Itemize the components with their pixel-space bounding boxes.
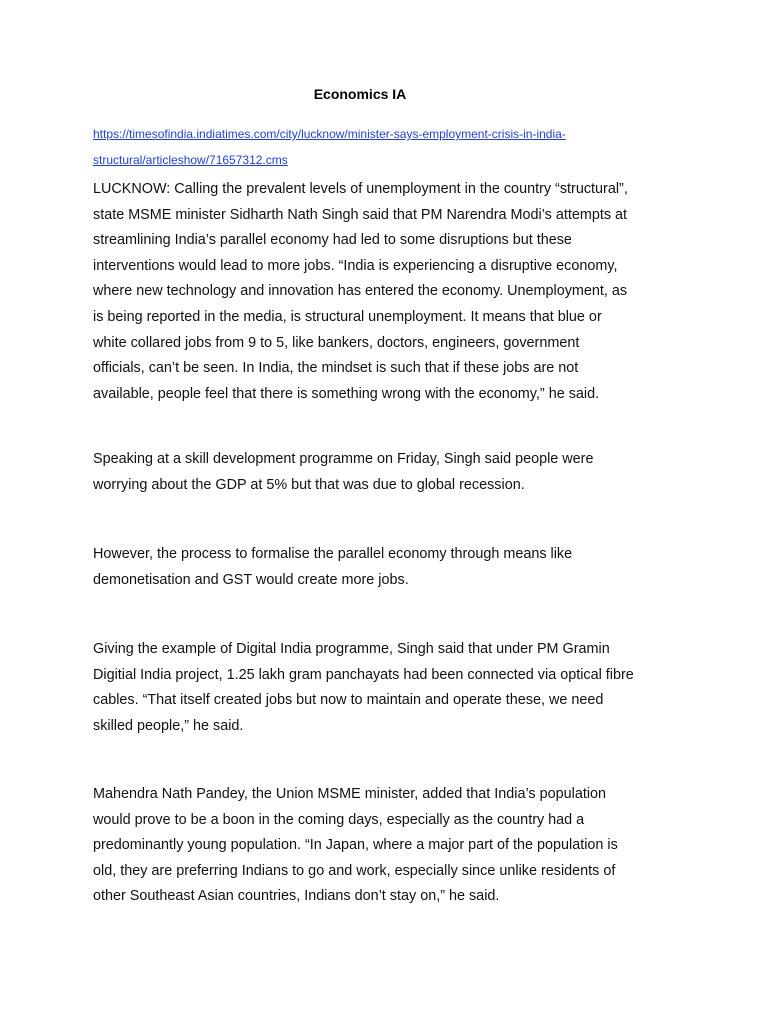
- document-title: Economics IA: [313, 86, 407, 102]
- paragraph-line: other Southeast Asian countries, Indians don’t stay on,” he said.: [93, 888, 500, 905]
- paragraph-4: [93, 637, 693, 739]
- paragraph-line: officials, can’t be seen. In India, the mindset is such that if these jobs are not: [93, 360, 579, 377]
- paragraph-line: available, people feel that there is something wrong with the economy,” he said.: [93, 385, 600, 402]
- paragraph-line: Mahendra Nath Pandey, the Union MSME minister, added that India’s population: [93, 786, 607, 802]
- paragraph-line: demonetisation and GST would create more jobs.: [93, 571, 409, 588]
- paragraph-line: is being reported in the media, is structural unemployment. It means that blue or: [93, 308, 602, 325]
- paragraph-line: would prove to be a boon in the coming days, especially as the country had a: [93, 811, 585, 828]
- paragraph-2: [93, 447, 693, 498]
- paragraph-line: cables. “That itself created jobs but now to maintain and operate these, we need: [93, 692, 604, 709]
- paragraph-line: streamlining India’s parallel economy had led to some disruptions but these: [93, 232, 572, 249]
- paragraph-line: However, the process to formalise the parallel economy through means like: [93, 546, 573, 562]
- source-link-line-1[interactable]: https://timesofindia.indiatimes.com/city/lucknow/minister-says-employment-crisis-in-india-: [93, 127, 566, 141]
- paragraph-line: LUCKNOW: Calling the prevalent levels of unemployment in the country “structural”,: [93, 181, 628, 197]
- paragraph-line: skilled people,” he said.: [93, 717, 244, 734]
- paragraph-5: [93, 782, 693, 910]
- paragraph-line: Giving the example of Digital India programme, Singh said that under PM Gramin: [93, 641, 610, 657]
- paragraph-line: white collared jobs from 9 to 5, like bankers, doctors, engineers, government: [93, 334, 580, 351]
- paragraph-line: worrying about the GDP at 5% but that was due to global recession.: [93, 476, 525, 493]
- paragraph-1: [93, 177, 693, 407]
- paragraph-3: [93, 542, 693, 593]
- paragraph-line: Speaking at a skill development programme on Friday, Singh said people were: [93, 451, 594, 467]
- paragraph-line: predominantly young population. “In Japan, where a major part of the population is: [93, 837, 618, 854]
- paragraph-line: state MSME minister Sidharth Nath Singh said that PM Narendra Modi’s attempts at: [93, 206, 628, 223]
- source-link[interactable]: [93, 121, 693, 173]
- paragraph-line: old, they are preferring Indians to go and work, especially since unlike residents of: [93, 862, 616, 879]
- paragraph-line: where new technology and innovation has entered the economy. Unemployment, as: [93, 283, 628, 300]
- paragraph-line: interventions would lead to more jobs. “India is experiencing a disruptive economy,: [93, 257, 618, 274]
- paragraph-line: Digitial India project, 1.25 lakh gram panchayats had been connected via optical fibre: [93, 666, 634, 683]
- source-link-line-2[interactable]: structural/articleshow/71657312.cms: [93, 153, 288, 167]
